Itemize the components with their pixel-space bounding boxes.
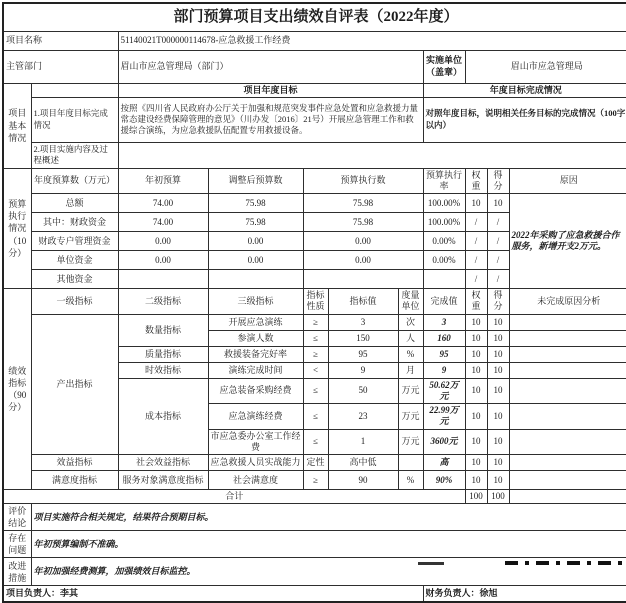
cell-analysis (509, 346, 626, 362)
annual-goal-text: 按照《四川省人民政府办公厅关于加强和规范突发事件应急处置和应急救援力量常态建设经费保障管理的意见》（川办发〔2016〕21号）开展应急管理工作和救援综合演练，为应急救援队伍配置专用救援设备。 (118, 97, 423, 142)
cell-executed (303, 270, 423, 289)
cell-target: 90 (328, 471, 398, 490)
sub-social-benefit-label: 社会效益指标 (118, 455, 208, 471)
cell-rate: 0.00% (423, 251, 465, 270)
cell-l3: 参演人数 (208, 330, 303, 346)
group-benefit-label: 效益指标 (31, 455, 118, 471)
cell-nature: ≥ (303, 314, 328, 330)
basic-header-spacer (31, 83, 118, 97)
cell-l3: 市应急委办公室工作经费 (208, 429, 303, 455)
cell-weight: 10 (465, 194, 487, 213)
perf-col-unit: 度量单位 (398, 289, 423, 315)
budget-col-reason: 原因 (509, 168, 626, 194)
cell-actual: 95 (423, 346, 465, 362)
cell-analysis (509, 314, 626, 330)
finance-manager: 财务负责人：徐旭 (423, 586, 626, 602)
cell-target: 1 (328, 429, 398, 455)
cell-initial: 74.00 (118, 213, 208, 232)
cell-target: 9 (328, 362, 398, 378)
cell-unit: 月 (398, 362, 423, 378)
sub-service-satisfaction-label: 服务对象满意度指标 (118, 471, 208, 490)
cell-score: / (487, 232, 509, 251)
cell-name: 单位资金 (31, 251, 118, 270)
cell-nature: ≥ (303, 346, 328, 362)
completion-text: 对照年度目标，说明相关任务目标的完成情况（100字以内） (423, 97, 626, 142)
cell-unit: 人 (398, 330, 423, 346)
measures-text: 年初加强经费测算，加强绩效目标监控。 (31, 558, 626, 586)
cell-weight: / (465, 270, 487, 289)
cell-actual: 90% (423, 471, 465, 490)
cell-actual: 高 (423, 455, 465, 471)
sub-time-label: 时效指标 (118, 362, 208, 378)
cell-name: 其中：财政资金 (31, 213, 118, 232)
sub-cost-label: 成本指标 (118, 378, 208, 455)
cell-score: 10 (487, 194, 509, 213)
cell-nature: ≥ (303, 471, 328, 490)
cell-name: 其他资金 (31, 270, 118, 289)
cell-nature: ≤ (303, 378, 328, 404)
cell-name: 财政专户管理资金 (31, 232, 118, 251)
cell-target: 50 (328, 378, 398, 404)
budget-col-weight: 权重 (465, 168, 487, 194)
perf-col-target: 指标值 (328, 289, 398, 315)
cell-executed: 75.98 (303, 194, 423, 213)
cell-l3: 救援装备完好率 (208, 346, 303, 362)
cell-score: 10 (487, 330, 509, 346)
cell-adjusted (208, 270, 303, 289)
cell-rate (423, 270, 465, 289)
cell-weight: 10 (465, 429, 487, 455)
budget-col-executed: 预算执行数 (303, 168, 423, 194)
cell-actual: 9 (423, 362, 465, 378)
scan-artifact-dash (418, 562, 444, 565)
budget-col-rate: 预算执行率 (423, 168, 465, 194)
cell-nature: < (303, 362, 328, 378)
cell-weight: 10 (465, 314, 487, 330)
budget-col-category: 年度预算数（万元） (31, 168, 118, 194)
cell-analysis (509, 362, 626, 378)
perf-col-weight: 权重 (465, 289, 487, 315)
cell-executed: 0.00 (303, 232, 423, 251)
form-title: 部门预算项目支出绩效自评表（2022年度） (3, 3, 626, 31)
completion-header: 年度目标完成情况 (423, 83, 626, 97)
perf-col-nature: 指标性质 (303, 289, 328, 315)
cell-l3: 演练完成时间 (208, 362, 303, 378)
table-row (3, 455, 626, 471)
cell-score: 10 (487, 404, 509, 430)
sub-quality-label: 质量指标 (118, 346, 208, 362)
impl-unit-label: 实施单位（盖章） (423, 50, 465, 83)
cell-analysis (509, 455, 626, 471)
cell-target: 高中低 (328, 455, 398, 471)
cell-unit (398, 455, 423, 471)
cell-weight: 10 (465, 471, 487, 490)
cell-adjusted: 75.98 (208, 213, 303, 232)
perf-col-analysis: 未完成原因分析 (509, 289, 626, 315)
impl-row-content (118, 142, 626, 168)
cell-nature: ≤ (303, 429, 328, 455)
impl-unit-value: 眉山市应急管理局 (465, 50, 626, 83)
total-label: 合计 (3, 490, 465, 504)
problems-label: 存在问题 (3, 531, 31, 558)
cell-target: 23 (328, 404, 398, 430)
cell-actual: 22.99万元 (423, 404, 465, 430)
cell-score: 10 (487, 471, 509, 490)
cell-weight: 10 (465, 404, 487, 430)
cell-actual: 3600元 (423, 429, 465, 455)
cell-actual: 160 (423, 330, 465, 346)
cell-score: / (487, 251, 509, 270)
goal-row-label: 1.项目年度目标完成情况 (31, 97, 118, 142)
cell-nature: 定性 (303, 455, 328, 471)
cell-analysis (509, 378, 626, 404)
cell-l3: 应急救援人员实战能力 (208, 455, 303, 471)
section-performance-label: 绩效指标（90分） (3, 289, 31, 490)
cell-l3: 开展应急演练 (208, 314, 303, 330)
scan-artifact-dashes (505, 561, 623, 565)
cell-rate: 0.00% (423, 232, 465, 251)
project-name-label: 项目名称 (3, 31, 118, 50)
cell-weight: / (465, 232, 487, 251)
total-weight: 100 (465, 490, 487, 504)
perf-col-actual: 完成值 (423, 289, 465, 315)
cell-score: 10 (487, 362, 509, 378)
cell-score: 10 (487, 378, 509, 404)
cell-initial: 0.00 (118, 251, 208, 270)
dept-value: 眉山市应急管理局（部门） (118, 50, 423, 83)
cell-initial: 74.00 (118, 194, 208, 213)
table-row (3, 471, 626, 490)
cell-adjusted: 0.00 (208, 232, 303, 251)
annual-goal-header: 项目年度目标 (118, 83, 423, 97)
cell-weight: 10 (465, 378, 487, 404)
table-row (3, 314, 626, 330)
group-output-label: 产出指标 (31, 314, 118, 455)
project-name-value: 51140021T000000114678-应急救援工作经费 (118, 31, 626, 50)
cell-rate: 100.00% (423, 194, 465, 213)
cell-score: 10 (487, 314, 509, 330)
cell-analysis (509, 429, 626, 455)
cell-target: 3 (328, 314, 398, 330)
measures-label: 改进措施 (3, 558, 31, 586)
conclusion-label: 评价结论 (3, 504, 31, 531)
dept-label: 主管部门 (3, 50, 118, 83)
cell-rate: 100.00% (423, 213, 465, 232)
budget-col-score: 得分 (487, 168, 509, 194)
problems-text: 年初预算编制不准确。 (31, 531, 626, 558)
cell-adjusted: 75.98 (208, 194, 303, 213)
perf-col-l3: 三级指标 (208, 289, 303, 315)
cell-weight: 10 (465, 455, 487, 471)
cell-unit: 万元 (398, 404, 423, 430)
cell-score: 10 (487, 346, 509, 362)
cell-analysis (509, 330, 626, 346)
cell-analysis (509, 471, 626, 490)
self-evaluation-form (2, 2, 626, 603)
budget-col-adjusted: 调整后预算数 (208, 168, 303, 194)
cell-adjusted: 0.00 (208, 251, 303, 270)
impl-row-label: 2.项目实施内容及过程概述 (31, 142, 118, 168)
perf-col-l1: 一级指标 (31, 289, 118, 315)
cell-l3: 社会满意度 (208, 471, 303, 490)
budget-reason-text: 2022年采购了应急救援合作服务，新增开支2万元。 (509, 194, 626, 289)
group-satisfaction-label: 满意度指标 (31, 471, 118, 490)
cell-nature: ≤ (303, 404, 328, 430)
cell-l3: 应急演练经费 (208, 404, 303, 430)
cell-actual: 50.62万元 (423, 378, 465, 404)
cell-weight: 10 (465, 346, 487, 362)
cell-unit: % (398, 471, 423, 490)
cell-unit: 次 (398, 314, 423, 330)
sub-quantity-label: 数量指标 (118, 314, 208, 346)
cell-initial (118, 270, 208, 289)
perf-col-l2: 二级指标 (118, 289, 208, 315)
cell-initial: 0.00 (118, 232, 208, 251)
cell-weight: / (465, 213, 487, 232)
cell-name: 总额 (31, 194, 118, 213)
cell-weight: / (465, 251, 487, 270)
cell-l3: 应急装备采购经费 (208, 378, 303, 404)
cell-executed: 75.98 (303, 213, 423, 232)
perf-col-score: 得分 (487, 289, 509, 315)
cell-unit: 万元 (398, 429, 423, 455)
total-score: 100 (487, 490, 509, 504)
cell-target: 95 (328, 346, 398, 362)
conclusion-text: 项目实施符合相关规定，结果符合预期目标。 (31, 504, 626, 531)
cell-executed: 0.00 (303, 251, 423, 270)
cell-weight: 10 (465, 362, 487, 378)
cell-score: 10 (487, 455, 509, 471)
table-row (3, 194, 626, 213)
total-analysis (509, 490, 626, 504)
cell-score: / (487, 270, 509, 289)
cell-unit: 万元 (398, 378, 423, 404)
project-manager: 项目负责人：李其 (3, 586, 423, 602)
cell-target: 150 (328, 330, 398, 346)
cell-weight: 10 (465, 330, 487, 346)
budget-col-initial: 年初预算 (118, 168, 208, 194)
cell-score: 10 (487, 429, 509, 455)
cell-score: / (487, 213, 509, 232)
cell-analysis (509, 404, 626, 430)
cell-nature: ≤ (303, 330, 328, 346)
section-budget-label: 预算执行情况（10分） (3, 168, 31, 289)
cell-actual: 3 (423, 314, 465, 330)
cell-unit: % (398, 346, 423, 362)
section-basic-label: 项目基本情况 (3, 83, 31, 168)
